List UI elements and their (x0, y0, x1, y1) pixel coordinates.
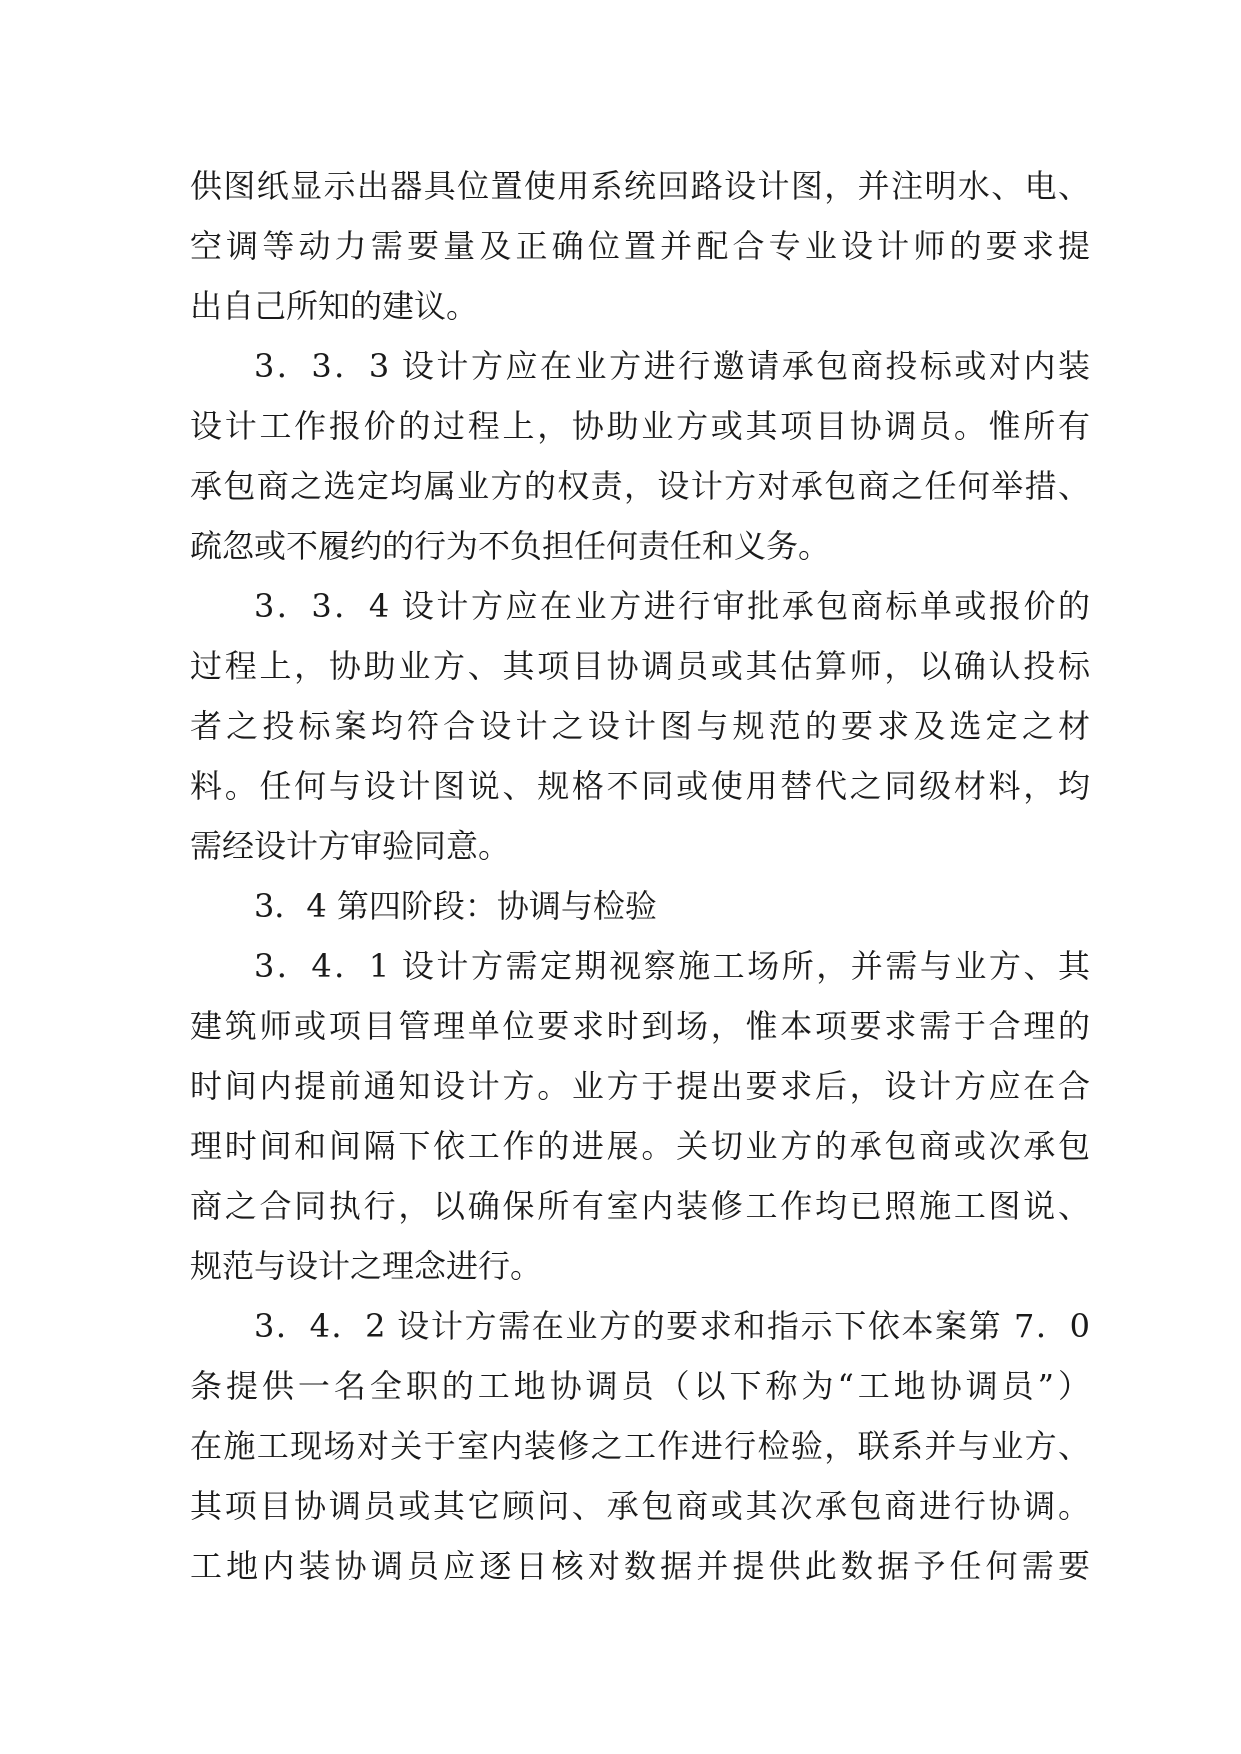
text-line: 规范与设计之理念进行。 (190, 1247, 543, 1285)
text-line: 在施工现场对关于室内装修之工作进行检验，联系并与业方、 (190, 1427, 1090, 1465)
document-body (190, 156, 1090, 1596)
text-line: 3．3．4 设计方应在业方进行审批承包商标单或报价的 (254, 587, 1090, 625)
text-line: 3．4 第四阶段：协调与检验 (254, 887, 657, 925)
text-line: 疏忽或不履约的行为不负担任何责任和义务。 (190, 527, 831, 565)
text-line: 商之合同执行，以确保所有室内装修工作均已照施工图说、 (190, 1187, 1090, 1225)
text-line: 3．4．2 设计方需在业方的要求和指示下依本案第 7．0 (254, 1307, 1090, 1345)
text-line: 其项目协调员或其它顾问、承包商或其次承包商进行协调。 (190, 1487, 1090, 1525)
text-line: 者之投标案均符合设计之设计图与规范的要求及选定之材 (190, 707, 1090, 745)
text-line: 设计工作报价的过程上，协助业方或其项目协调员。惟所有 (190, 407, 1090, 445)
text-line: 条提供一名全职的工地协调员（以下称为“工地协调员”） (190, 1367, 1090, 1405)
text-line: 需经设计方审验同意。 (190, 827, 511, 865)
text-line: 料。任何与设计图说、规格不同或使用替代之同级材料，均 (190, 767, 1090, 805)
text-line: 供图纸显示出器具位置使用系统回路设计图，并注明水、电、 (190, 167, 1090, 205)
text-line: 出自己所知的建议。 (190, 287, 479, 325)
text-line: 建筑师或项目管理单位要求时到场，惟本项要求需于合理的 (190, 1007, 1090, 1045)
text-line: 承包商之选定均属业方的权责，设计方对承包商之任何举措、 (190, 467, 1090, 505)
text-line: 工地内装协调员应逐日核对数据并提供此数据予任何需要 (190, 1547, 1090, 1585)
text-line: 时间内提前通知设计方。业方于提出要求后，设计方应在合 (190, 1067, 1090, 1105)
text-line: 3．3．3 设计方应在业方进行邀请承包商投标或对内装 (254, 347, 1090, 385)
text-line: 空调等动力需要量及正确位置并配合专业设计师的要求提 (190, 227, 1090, 265)
text-line: 过程上，协助业方、其项目协调员或其估算师，以确认投标 (190, 647, 1090, 685)
text-line: 理时间和间隔下依工作的进展。关切业方的承包商或次承包 (190, 1127, 1090, 1165)
text-line: 3．4．1 设计方需定期视察施工场所，并需与业方、其 (254, 947, 1090, 985)
